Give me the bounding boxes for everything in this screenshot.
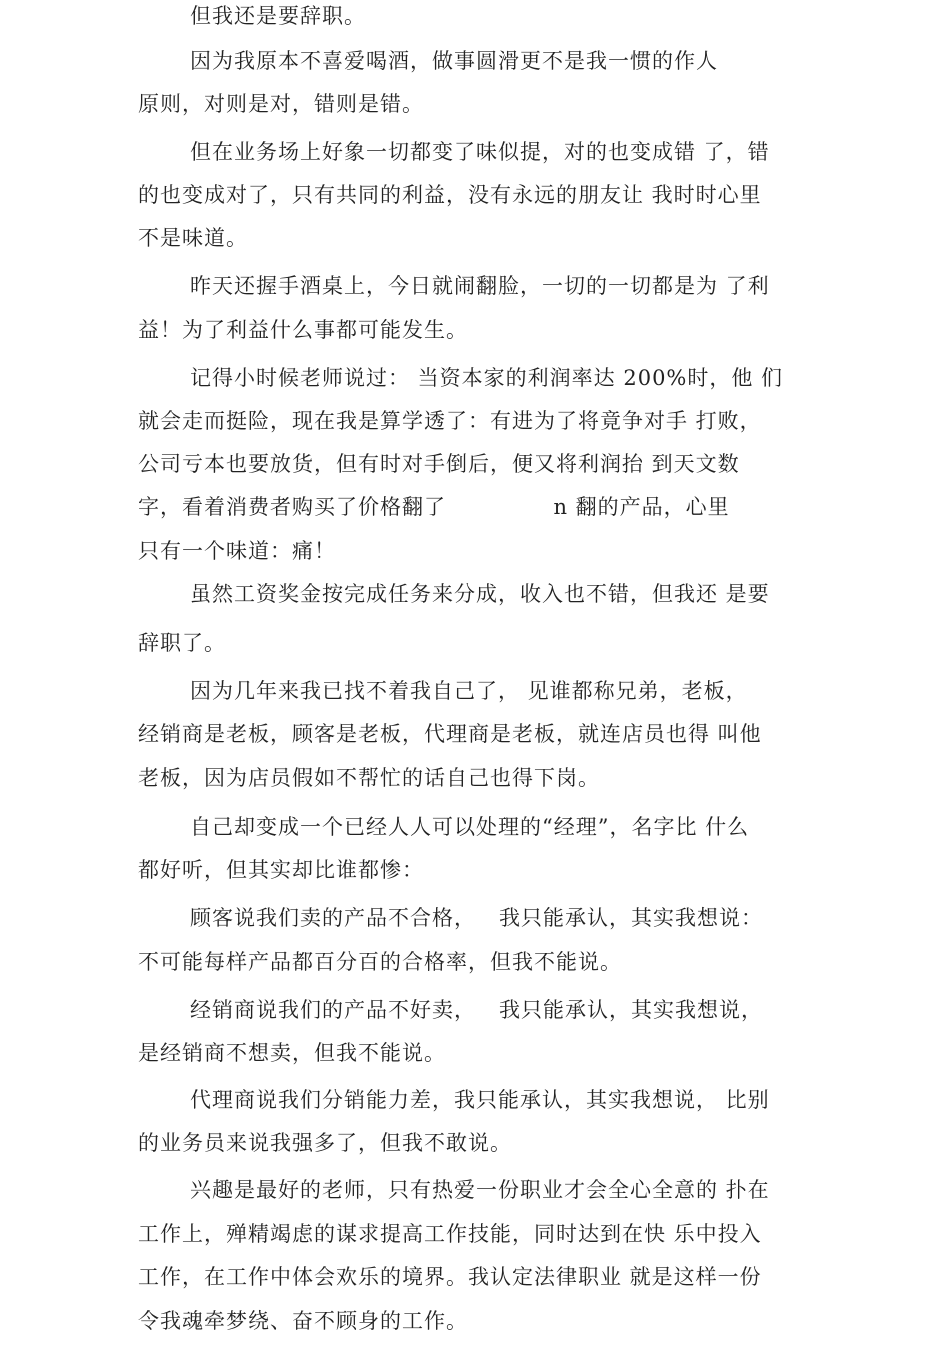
text-line: 字，看着消费者购买了价格翻了 n 翻的产品，心里 (138, 495, 730, 519)
text-line: 的业务员来说我强多了，但我不敢说。 (138, 1131, 512, 1155)
text-line: 记得小时候老师说过： 当资本家的利润率达 200%时，他 们 (190, 366, 784, 390)
text-line: 顾客说我们卖的产品不合格， 我只能承认，其实我想说： (190, 906, 764, 930)
text-line: 自己却变成一个已经人人可以处理的“经理”，名字比 什么 (190, 815, 750, 839)
text-line: 虽然工资奖金按完成任务来分成，收入也不错，但我还 是要 (190, 582, 770, 606)
text-line: 因为几年来我已找不着我自己了， 见谁都称兄弟，老板， (190, 679, 748, 703)
text-line: 经销商是老板，顾客是老板，代理商是老板，就连店员也得 叫他 (138, 722, 762, 746)
text-line: 不可能每样产品都百分百的合格率，但我不能说。 (138, 950, 622, 974)
text-line: 兴趣是最好的老师，只有热爱一份职业才会全心全意的 扑在 (190, 1178, 770, 1202)
text-line: 是经销商不想卖，但我不能说。 (138, 1041, 446, 1065)
text-line: 老板，因为店员假如不帮忙的话自己也得下岗。 (138, 766, 600, 790)
text-line: 工作上，殚精竭虑的谋求提高工作技能，同时达到在快 乐中投入 (138, 1222, 762, 1246)
text-line: 昨天还握手酒桌上，今日就闹翻脸，一切的一切都是为 了利 (190, 274, 770, 298)
text-line: 工作，在工作中体会欢乐的境界。我认定法律职业 就是这样一份 (138, 1265, 762, 1289)
text-line: 但在业务场上好象一切都变了味似提，对的也变成错 了，错 (190, 140, 770, 164)
text-line: 只有一个味道：痛！ (138, 539, 336, 563)
text-line: 原则，对则是对，错则是错。 (138, 92, 424, 116)
text-line: 公司亏本也要放货，但有时对手倒后，便又将利润抬 到天文数 (138, 452, 740, 476)
text-line: 经销商说我们的产品不好卖， 我只能承认，其实我想说， (190, 998, 764, 1022)
text-line: 益！为了利益什么事都可能发生。 (138, 318, 468, 342)
text-line: 不是味道。 (138, 226, 248, 250)
text-line: 都好听，但其实却比谁都惨： (138, 858, 424, 882)
text-line: 但我还是要辞职。 (190, 4, 366, 28)
text-line: 代理商说我们分销能力差，我只能承认，其实我想说， 比别 (190, 1088, 770, 1112)
text-line: 的也变成对了，只有共同的利益，没有永远的朋友让 我时时心里 (138, 183, 762, 207)
text-line: 因为我原本不喜爱喝酒，做事圆滑更不是我一惯的作人 (190, 49, 718, 73)
text-line: 辞职了。 (138, 631, 226, 655)
text-line: 就会走而挺险，现在我是算学透了：有进为了将竟争对手 打败， (138, 409, 762, 433)
text-line: 令我魂牵梦绕、奋不顾身的工作。 (138, 1309, 468, 1333)
